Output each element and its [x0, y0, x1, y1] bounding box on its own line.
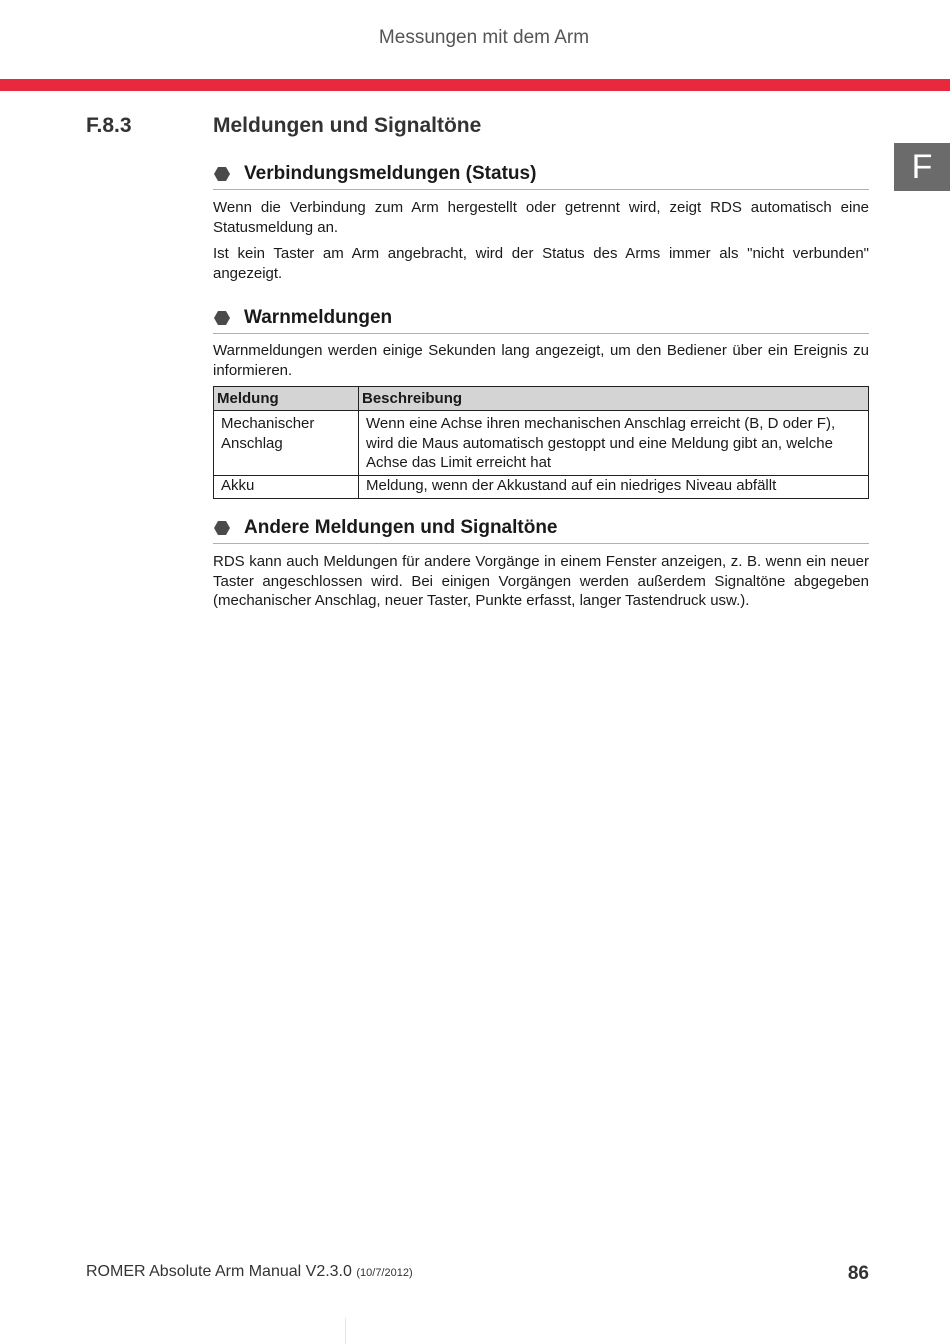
- subsection-other: [213, 517, 869, 611]
- paragraph: Ist kein Taster am Arm angebracht, wird der Status des Arms immer als "nicht verbunden" angezeigt.: [213, 245, 869, 282]
- subsection-status: [213, 163, 869, 283]
- hexagon-bullet-icon: [214, 167, 230, 181]
- subsection-heading: [213, 517, 869, 544]
- subsection-heading: [213, 307, 869, 334]
- hexagon-bullet-icon: [214, 521, 230, 535]
- paragraph: RDS kann auch Meldungen für andere Vorgänge in einem Fenster anzeigen, z. B. wenn ein neuer Taster angeschlossen wird. Bei einigen Vorgängen werden außerdem Signaltöne abgegeben (mechanischer Anschlag, neuer Taster, Punkte erfasst, langer Tastendruck usw.).: [213, 553, 869, 609]
- section-number: F.8.3: [86, 114, 132, 137]
- subsection-title: Warnmeldungen: [244, 307, 393, 328]
- page-number: 86: [847, 1263, 869, 1284]
- running-header: Messungen mit dem Arm: [378, 27, 590, 48]
- subsection-title: Verbindungsmeldungen (Status): [244, 163, 537, 184]
- chapter-tab: F: [894, 143, 950, 191]
- manual-title: ROMER Absolute Arm Manual V2.3.0: [86, 1263, 352, 1280]
- table-row: [214, 475, 869, 499]
- section-title: Meldungen und Signaltöne: [213, 114, 482, 137]
- subsection-warnings: [213, 307, 869, 499]
- hexagon-bullet-icon: [214, 311, 230, 325]
- table-header-cell: Beschreibung: [359, 387, 869, 411]
- table-cell: Wenn eine Achse ihren mechanischen Anschlag erreicht (B, D oder F), wird die Maus automatisch gestoppt und eine Meldung gibt an, welche Achse das Limit erreicht hat: [359, 411, 869, 476]
- table-header-cell: Meldung: [214, 387, 359, 411]
- manual-date: (10/7/2012): [356, 1267, 413, 1279]
- divider: [345, 1318, 346, 1344]
- messages-table: [213, 386, 869, 499]
- table-cell: Mechanischer Anschlag: [214, 411, 359, 476]
- subsection-heading: [213, 163, 869, 190]
- table-cell: Meldung, wenn der Akkustand auf ein niedriges Niveau abfällt: [359, 475, 869, 499]
- paragraph: Wenn die Verbindung zum Arm hergestellt oder getrennt wird, zeigt RDS automatisch eine Statusmeldung an.: [213, 199, 869, 236]
- table-header-row: [214, 387, 869, 411]
- table-row: [214, 411, 869, 476]
- footer-manual-title: [86, 1263, 413, 1281]
- paragraph: Warnmeldungen werden einige Sekunden lang angezeigt, um den Bediener über ein Ereignis zu informieren.: [213, 342, 869, 379]
- header-rule: [0, 79, 950, 91]
- subsection-title: Andere Meldungen und Signaltöne: [244, 517, 558, 538]
- table-cell: Akku: [214, 475, 359, 499]
